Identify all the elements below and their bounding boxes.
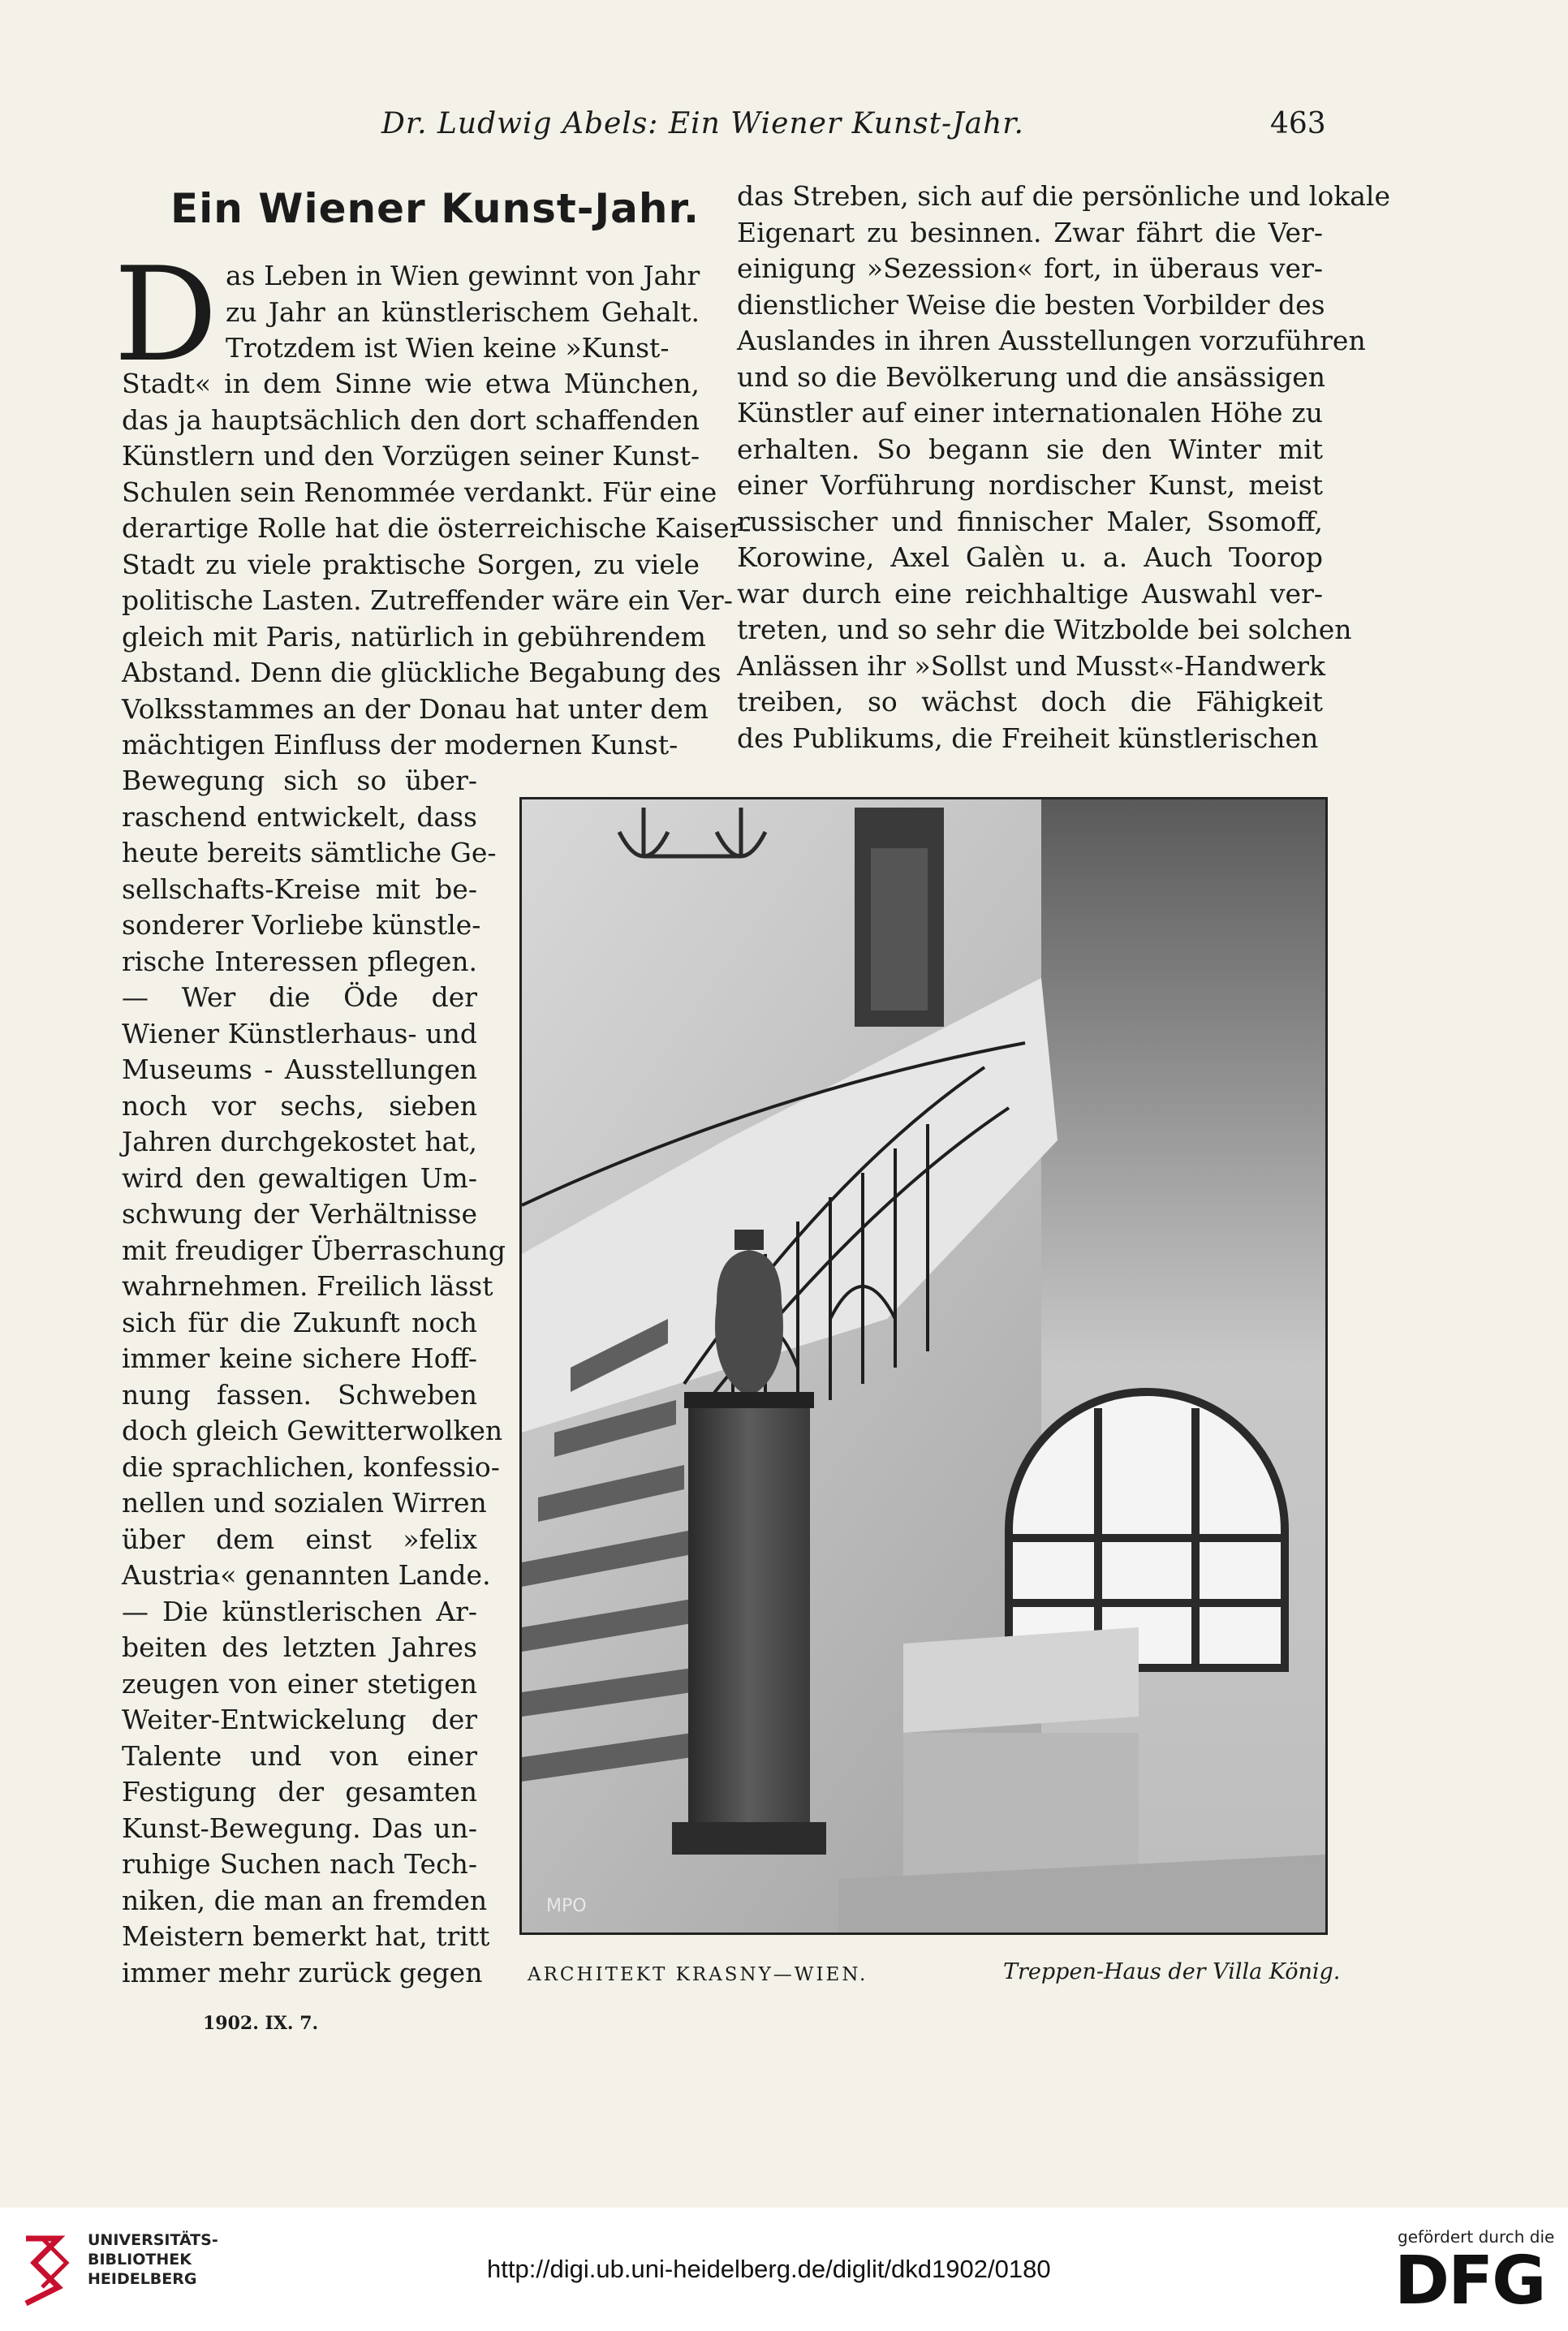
text-line: sellschafts-Kreise mit be- — [122, 873, 477, 905]
text-line: immer mehr zurück gegen — [122, 1956, 483, 1988]
text-line: beiten des letzten Jahres — [122, 1631, 477, 1663]
text-line: gleich mit Paris, natürlich in gebührendem — [122, 620, 706, 653]
column-right — [737, 179, 1390, 756]
text-line: Festigung der gesamten — [122, 1776, 477, 1807]
text-line: das Streben, sich auf die persönliche und lokale — [737, 180, 1390, 212]
text-line: einer Vorführung nordischer Kunst, meist — [737, 469, 1323, 501]
text-line: Abstand. Denn die glückliche Begabung des — [122, 657, 722, 688]
text-line: über dem einst »felix — [122, 1523, 477, 1555]
text-line: Stadt« in dem Sinne wie etwa München, — [122, 368, 700, 399]
source-url[interactable]: http://digi.ub.uni-heidelberg.de/diglit/dkd1902/0180 — [487, 2255, 1051, 2283]
column-left-full — [122, 366, 752, 764]
funded-by-label: gefördert durch die — [1398, 2227, 1555, 2247]
text-line: russischer und finnischer Maler, Ssomoff, — [737, 505, 1323, 537]
staircase-photograph — [519, 797, 1328, 1935]
text-line: Korowine, Axel Galèn u. a. Auch Toorop — [737, 541, 1323, 573]
text-line: war durch eine reichhaltige Auswahl ver- — [737, 577, 1323, 610]
text-line: Museums - Ausstellungen — [122, 1053, 477, 1085]
text-line: wird den gewaltigen Um- — [122, 1161, 477, 1194]
text-line: sich für die Zukunft noch — [122, 1306, 477, 1338]
text-line: Künstlern und den Vorzügen seiner Kunst- — [122, 440, 700, 472]
text-line: Künstler auf einer internationalen Höhe zu — [737, 397, 1323, 429]
text-line: dienstlicher Weise die besten Vorbilder des — [737, 288, 1325, 321]
caption-architect: ARCHITEKT KRASNY—WIEN. — [528, 1964, 868, 1985]
page-signature-mark: 1902. IX. 7. — [203, 2013, 319, 2034]
text-line: treten, und so sehr die Witzbolde bei solchen — [737, 614, 1352, 645]
text-line: sonderer Vorliebe künstle- — [122, 909, 481, 941]
text-line: Volksstammes an der Donau hat unter dem — [122, 692, 709, 725]
digitization-footer — [0, 2208, 1568, 2331]
text-line: das ja hauptsächlich den dort schaffenden — [122, 403, 700, 436]
text-line: rische Interessen pflegen. — [122, 945, 477, 977]
text-line: mächtigen Einfluss der modernen Kunst- — [122, 729, 678, 760]
text-line: mit freudiger Überraschung — [122, 1234, 506, 1266]
library-logo-icon — [18, 2230, 75, 2312]
text-line: Anlässen ihr »Sollst und Musst«-Handwerk — [737, 649, 1326, 682]
running-head: Dr. Ludwig Abels: Ein Wiener Kunst-Jahr. — [381, 107, 1024, 140]
text-line: raschend entwickelt, dass — [122, 800, 477, 833]
text-line: des Publikums, die Freiheit künstlerischen — [737, 722, 1319, 754]
text-line: Schulen sein Renommée verdankt. Für eine — [122, 476, 717, 508]
text-line: Stadt zu viele praktische Sorgen, zu viele — [122, 548, 700, 580]
text-line: doch gleich Gewitterwolken — [122, 1415, 503, 1446]
library-name: UNIVERSITÄTS- BIBLIOTHEK HEIDELBERG — [88, 2231, 218, 2288]
staircase-illustration — [522, 799, 1325, 1932]
text-line: die sprachlichen, konfessio- — [122, 1450, 500, 1483]
text-line: und so die Bevölkerung und die ansässigen — [737, 360, 1326, 393]
article-title: Ein Wiener Kunst-Jahr. — [170, 185, 700, 232]
text-line: derartige Rolle hat die österreichische Kaiser- — [122, 512, 752, 544]
text-line: Talente und von einer — [122, 1739, 477, 1772]
text-line: Weiter-Entwickelung der — [122, 1704, 477, 1735]
text-line: niken, die man an fremden — [122, 1884, 488, 1916]
text-line: — Die künstlerischen Ar- — [122, 1595, 477, 1627]
text-line: Jahren durchgekostet hat, — [122, 1126, 477, 1157]
text-line: nung fassen. Schweben — [122, 1378, 477, 1411]
text-line: Eigenart zu besinnen. Zwar fährt die Ver- — [737, 216, 1323, 248]
page-number: 463 — [1270, 107, 1326, 140]
text-line: wahrnehmen. Freilich lässt — [122, 1270, 493, 1302]
text-line: nellen und sozialen Wirren — [122, 1487, 487, 1519]
text-line: Bewegung sich so über- — [122, 765, 477, 796]
text-line: erhalten. So begann sie den Winter mit — [737, 433, 1323, 465]
text-line: zeugen von einer stetigen — [122, 1667, 477, 1700]
text-line: Trotzdem ist Wien keine »Kunst- — [226, 332, 670, 364]
text-line: noch vor sechs, sieben — [122, 1089, 477, 1122]
caption-title: Treppen-Haus der Villa König. — [1003, 1959, 1341, 1984]
text-line: treiben, so wächst doch die Fähigkeit — [737, 686, 1323, 717]
text-line: Meistern bemerkt hat, tritt — [122, 1920, 490, 1952]
text-line: immer keine sichere Hoff- — [122, 1342, 477, 1374]
text-line: heute bereits sämtliche Ge- — [122, 837, 497, 868]
text-line: — Wer die Öde der — [122, 981, 477, 1013]
column-left-top — [226, 258, 700, 367]
drop-cap: D — [114, 239, 218, 390]
text-line: zu Jahr an künstlerischem Gehalt. — [226, 295, 700, 328]
text-line: Austria« genannten Lande. — [122, 1559, 491, 1591]
text-line: politische Lasten. Zutreffender wäre ein Ver- — [122, 584, 733, 616]
dfg-logo: DFG — [1394, 2243, 1545, 2320]
text-line: Kunst-Bewegung. Das un- — [122, 1812, 477, 1844]
column-left-narrow — [122, 763, 506, 1991]
text-line: as Leben in Wien gewinnt von Jahr — [226, 260, 700, 291]
text-line: Auslandes in ihren Ausstellungen vorzuführen — [737, 325, 1366, 356]
text-line: ruhige Suchen nach Tech- — [122, 1848, 477, 1880]
text-line: schwung der Verhältnisse — [122, 1198, 477, 1230]
text-line: Wiener Künstlerhaus- und — [122, 1017, 477, 1049]
monogram: MPO — [546, 1896, 587, 1916]
text-line: einigung »Sezession« fort, in überaus ver- — [737, 252, 1323, 284]
